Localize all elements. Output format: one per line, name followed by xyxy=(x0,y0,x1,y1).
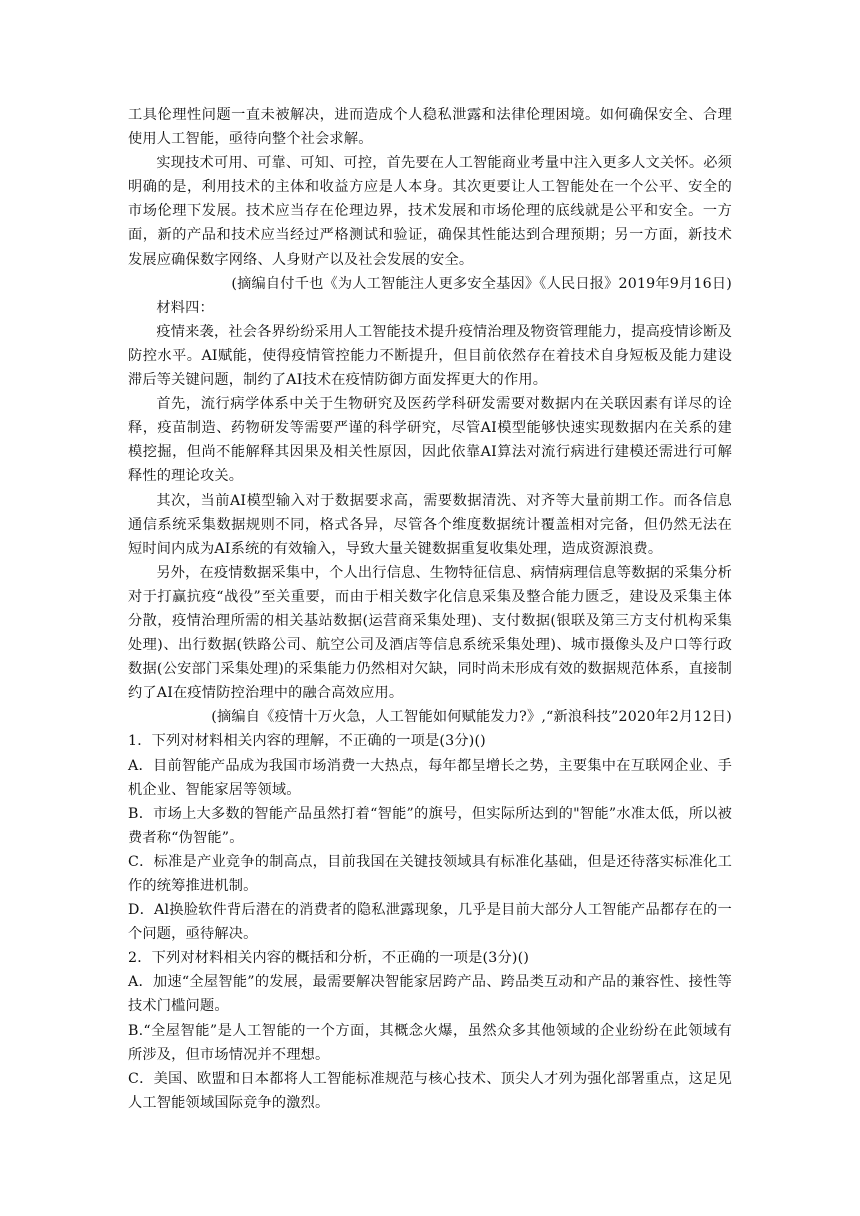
question-one-option-b: B．市场上大多数的智能产品虽然打着“智能”的旗号，但实际所达到的"智能”水准太低，所以被费者称“伪智能”。 xyxy=(128,805,732,846)
paragraph-continuation: 工具伦理性问题一直未被解决，进而造成个人稳私泄露和法律伦理困境。如何确保安全、合理使用人工智能，亟待向整个社会求解。 xyxy=(128,107,732,148)
source-citation-material-three: (摘编自付千也《为人工智能注人更多安全基因》《人民日报》2019年9月16日) xyxy=(231,275,732,292)
question-two: 2．下列对材料相关内容的概括和分析，不正确的一项是(3分)() xyxy=(128,950,530,967)
paragraph-material-three-body: 实现技术可用、可靠、可知、可控，首先要在人工智能商业考量中注入更多人文关怀。必须明确的是，利用技术的主体和收益方应是人本身。其次更要让人工智能处在一个公平、安全的市场伦理下发展。技术应当存在伦理边界，技术发展和市场伦理的底线就是公平和安全。一方面，新的产品和技术应当经过严格测试和验证，确保其性能达到合理预期；另一方面，新技术发展应确保数字网络、人身财产以及社会发展的安全。 xyxy=(128,155,732,268)
paragraph-second-point: 其次，当前AI模型输入对于数据要求高，需要数据清洗、对齐等大量前期工作。而各信息通信系统采集数据规则不同，格式各异，尽管各个维度数据统计覆盖相对完备，但仍然无法在短时间内成为AI系统的有效输入，导致大量关键数据重复收集处理，造成资源浪费。 xyxy=(128,492,732,557)
paragraph-first-point: 首先，流行病学体系中关于生物研究及医药学科研发需要对数据内在关联因素有详尽的诠释，疫苗制造、药物研发等需要严谨的科学研究，尽管AI模型能够快速实现数据内在关系的建模挖掘，但尚不能解释其因果及相关性原因，因此依靠AI算法对流行病进行建模还需进行可解释性的理论攻关。 xyxy=(128,396,732,485)
question-one-option-a: A．目前智能产品成为我国市场消费一大热点，每年都呈增长之势，主要集中在互联网企业、手机企业、智能家居等领域。 xyxy=(128,757,732,798)
source-citation-material-four: (摘编自《疫情十万火急，人工智能如何赋能发力?》,“新浪科技”2020年2月12日) xyxy=(211,709,732,726)
question-one-option-d: D．Al换脸软件背后潜在的消费者的隐私泄露现象，几乎是目前大部分人工智能产品都存在的一个问题，亟待解决。 xyxy=(128,902,732,943)
question-one-option-c: C．标准是产业竞争的制高点，目前我国在关键技领域具有标准化基础，但是还待落实标准化工作的统筹推进机制。 xyxy=(128,853,732,894)
question-two-option-a: A．加速“全屋智能”的发展，最需要解决智能家居跨产品、跨品类互动和产品的兼容性、接性等技术门槛问题。 xyxy=(128,974,732,1015)
material-four-label: 材料四： xyxy=(156,299,214,316)
paragraph-third-point: 另外，在疫情数据采集中，个人出行信息、生物特征信息、病情病理信息等数据的采集分析对于打赢抗疫“战役”至关重要，而由于相关数字化信息采集及整合能力匮乏，建设及采集主体分散，疫情治理所需的相关基站数据(运营商采集处理)、支付数据(银联及第三方支付机构采集处理)、出行数据(铁路公司、航空公司及酒店等信息系统采集处理)、城市摄像头及户口等行政数据(公安部门采集处理)的采集能力仍然相对欠缺，同时尚未形成有效的数据规范体系，直接制约了AI在疫情防控治理中的融合高效应用。 xyxy=(128,564,732,702)
paragraph-material-four-intro: 疫情来袭，社会各界纷纷采用人工智能技术提升疫情治理及物资管理能力，提高疫情诊断及防控水平。AI赋能，使得疫情管控能力不断提升，但目前依然存在着技术自身短板及能力建设滞后等关键问题，制约了AI技术在疫情防御方面发挥更大的作用。 xyxy=(128,323,732,389)
text-column xyxy=(128,103,732,1115)
question-one: 1．下列对材料相关内容的理解，不正确的一项是(3分)() xyxy=(128,733,486,750)
question-two-option-b: B.“全屋智能”是人工智能的一个方面，其概念火爆，虽然众多其他领域的企业纷纷在此领域有所涉及，但市场情况并不理想。 xyxy=(128,1022,732,1063)
question-two-option-c: C．美国、欧盟和日本都将人工智能标准规范与核心技术、顶尖人才列为强化部署重点，这足见人工智能领域国际竞争的激烈。 xyxy=(128,1070,732,1111)
